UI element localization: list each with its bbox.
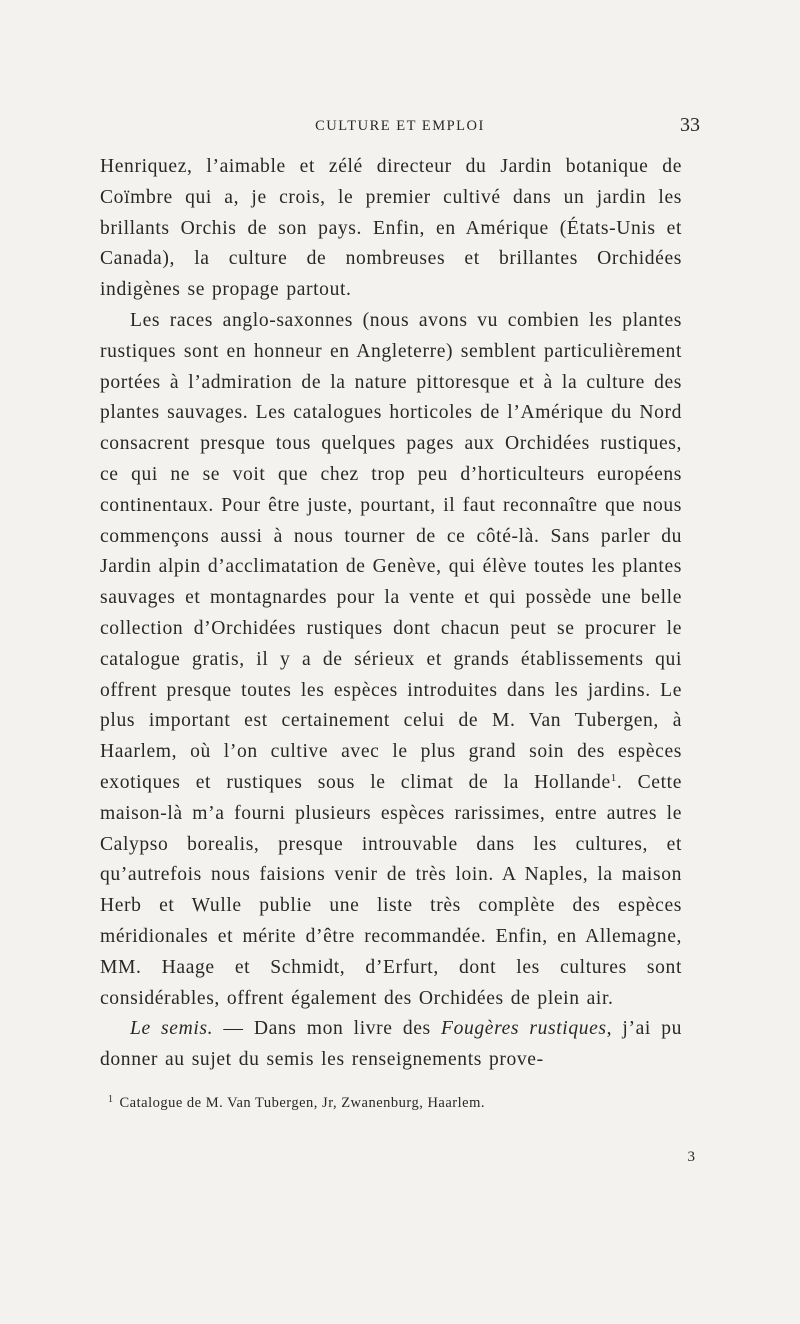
paragraph-3-text-a: — Dans mon livre des [213, 1018, 442, 1040]
paragraph-3-text-b: , j’ai pu donner au sujet du semis les renseignements prove- [100, 1018, 682, 1071]
section-heading-italic: Le semis. [130, 1018, 214, 1040]
page-header [0, 114, 800, 142]
body-text [100, 152, 682, 1076]
footnote [108, 1095, 688, 1112]
paragraph-2 [100, 306, 682, 1014]
paragraph-3 [100, 1014, 682, 1076]
signature-mark: 3 [687, 1149, 695, 1165]
paragraph-2-continuation: . Cette maison-là m’a fourni plusieurs espèces rarissimes, entre autres le Calypso borealis, presque introuvable dans les cultures, et qu’autrefois nous faisions venir de très loin. A Naples, la maison Herb et Wulle publie une liste très complète des espèces méridionales et mérite d’être recommandée. Enfin, en Allemagne, MM. Haage et Schmidt, d’Erfurt, dont les cultures sont considérables, offrent également des Orchidées de plein air. [100, 771, 682, 1009]
book-title-italic: Fougères rustiques [441, 1018, 607, 1040]
paragraph-1: Henriquez, l’aimable et zélé directeur du Jardin botanique de Coïmbre qui a, je crois, le premier cultivé dans un jardin les brillants Orchis de son pays. Enfin, en Amérique (États-Unis et Canada), la culture de nombreuses et brillantes Orchidées indigènes se propage partout. [100, 156, 682, 301]
footnote-marker: 1 [108, 1094, 114, 1105]
footnote-reference: 1 [610, 771, 617, 784]
page-number: 33 [680, 114, 700, 136]
paragraph-2-text: Les races anglo-saxonnes (nous avons vu combien les plantes rustiques sont en honneur en Angleterre) semblent particulièrement portées à l’admiration de la nature pittoresque et à la culture des plantes sauvages. Les catalogues horticoles de l’Amérique du Nord consacrent presque tous quelques pages aux Orchidées rustiques, ce qui ne se voit que chez trop peu d’horticulteurs européens continentaux. Pour être juste, pourtant, il faut reconnaître que nous commençons aussi à nous tourner de ce côté-là. Sans parler du Jardin alpin d’acclimatation de Genève, qui élève toutes les plantes sauvages et montagnardes pour la vente et qui possède une belle collection d’Orchidées rustiques dont chacun peut se procurer le catalogue gratis, il y a de sérieux et grands établissements qui offrent presque toutes les espèces introduites dans les jardins. Le plus important est certainement celui de M. Van Tubergen, à Haarlem, où l’on cultive avec le plus grand soin des espèces exotiques et rustiques sous le climat de la Hollande [100, 309, 682, 793]
running-head: CULTURE ET EMPLOI [315, 118, 485, 134]
footnote-text: Catalogue de M. Van Tubergen, Jr, Zwanenburg, Haarlem. [119, 1095, 485, 1111]
